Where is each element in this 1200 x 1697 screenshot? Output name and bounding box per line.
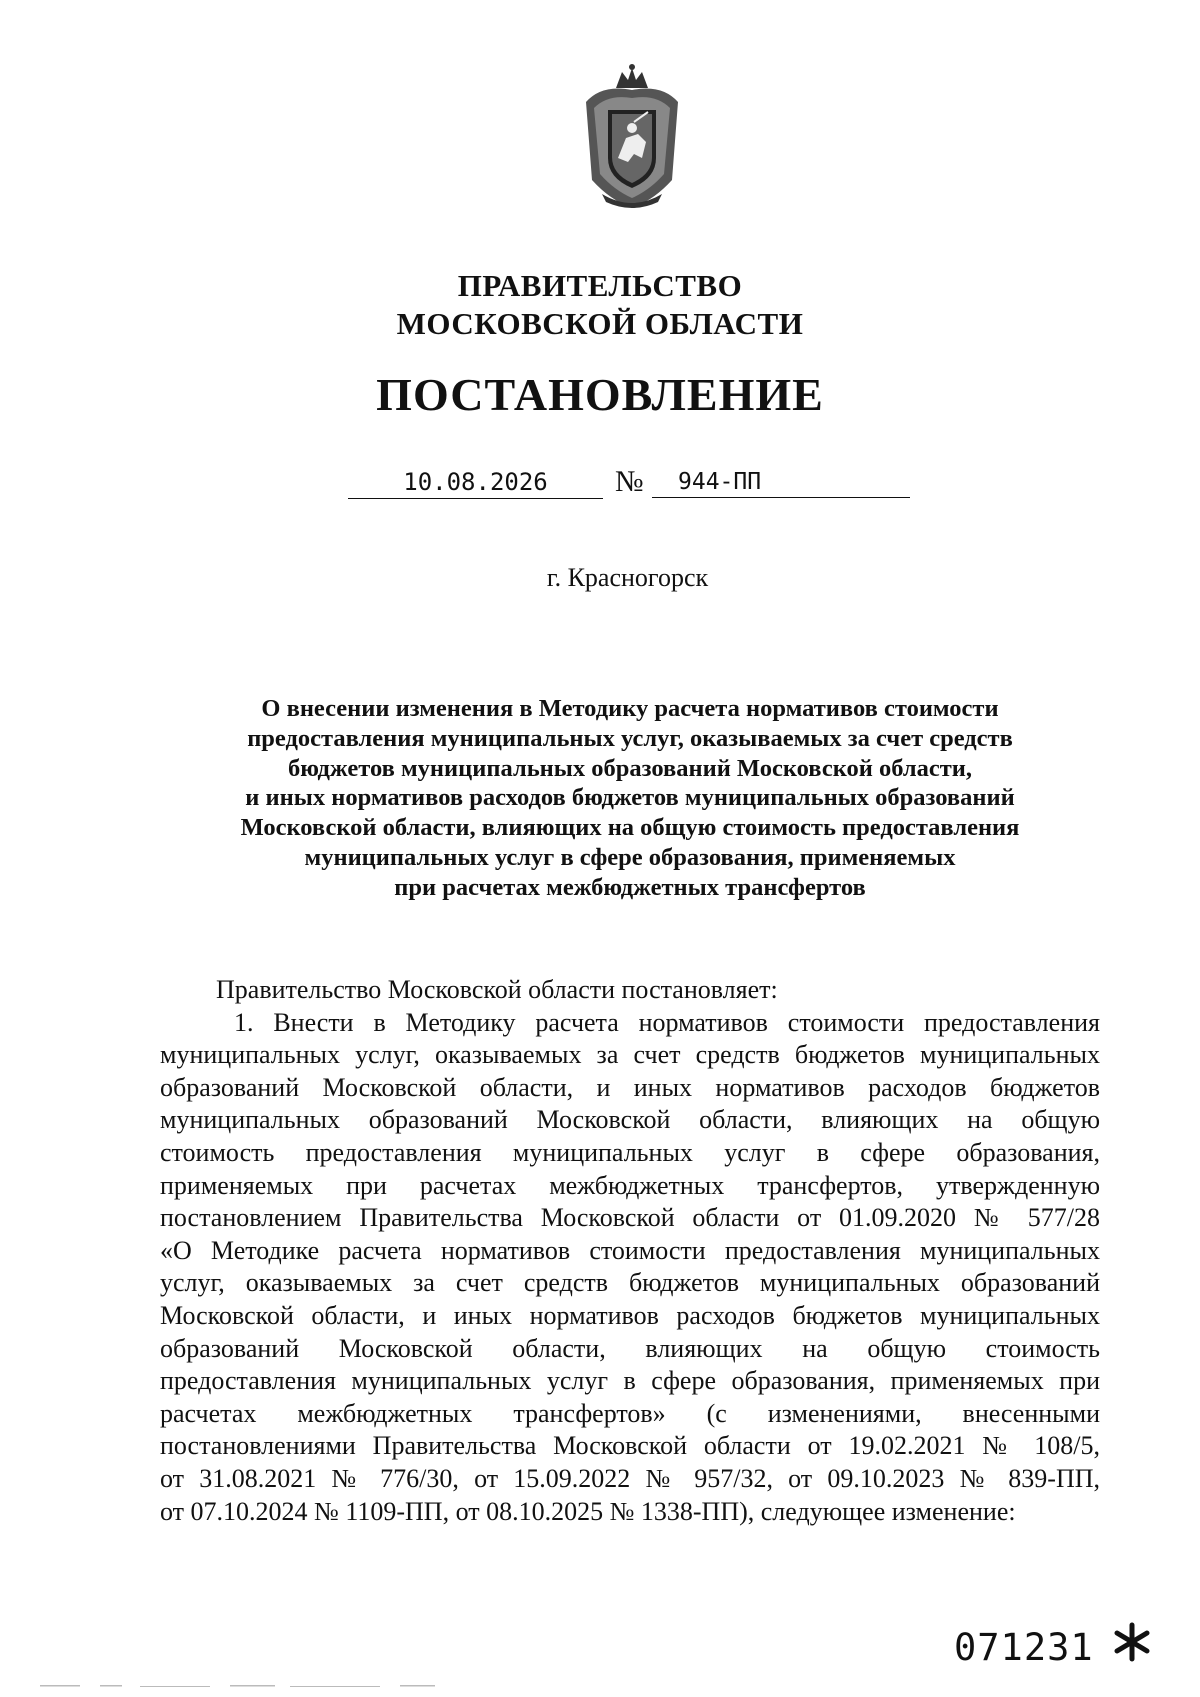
preamble-line: Правительство Московской области постановляет: (216, 975, 778, 1004)
subject-line: при расчетах межбюджетных трансфертов (394, 873, 866, 901)
asterisk-mark-icon (1110, 1620, 1154, 1664)
organization-name-line1: ПРАВИТЕЛЬСТВО (457, 268, 743, 303)
paragraph-line: стоимость предоставления муниципальных услуг в сфере образования, (160, 1137, 1100, 1167)
paragraph-line: услуг, оказываемых за счет средств бюджетов муниципальных образований (160, 1268, 1100, 1298)
paragraph-line: расчетах межбюджетных трансфертов» (с изменениями, внесенными (160, 1398, 1100, 1428)
paragraph-line: постановлениями Правительства Московской области от 19.02.2021 № 108/5, (160, 1431, 1100, 1461)
paragraph-line: образований Московской области, влияющих на общую стоимость (160, 1333, 1100, 1363)
paragraph-line: 1. Внести в Методику расчета нормативов стоимости предоставления (234, 1007, 1100, 1037)
city-of-issue: г. Красногорск (546, 563, 709, 592)
subject-line: О внесении изменения в Методику расчета нормативов стоимости (261, 695, 999, 722)
document-number: 944-ПП (652, 466, 910, 498)
scan-noise (40, 1676, 470, 1682)
registration-line (0, 466, 1200, 506)
organization-name-line2: МОСКОВСКОЙ ОБЛАСТИ (396, 306, 804, 341)
document-body (160, 974, 1100, 1528)
paragraph-line: предоставления муниципальных услуг в сфере образования, применяемых при (160, 1366, 1100, 1396)
coat-of-arms-icon (572, 62, 692, 212)
number-sign: № (615, 465, 644, 498)
paragraph-line: образований Московской области, и иных нормативов расходов бюджетов (160, 1072, 1100, 1102)
subject-line: и иных нормативов расходов бюджетов муниципальных образований (245, 784, 1015, 812)
serial-number: 071231 (954, 1626, 1094, 1669)
subject-line: Московской области, влияющих на общую стоимость предоставления (240, 814, 1020, 842)
paragraph-line: Московской области, и иных нормативов расходов бюджетов муниципальных (160, 1300, 1100, 1330)
paragraph-line: постановлением Правительства Московской области от 01.09.2020 № 577/28 (160, 1203, 1100, 1233)
paragraph-line: от 31.08.2021 № 776/30, от 15.09.2022 № 957/32, от 09.10.2023 № 839-ПП, (160, 1463, 1100, 1493)
subject-line: предоставления муниципальных услуг, оказываемых за счет средств (247, 724, 1013, 752)
document-type-title: ПОСТАНОВЛЕНИЕ (376, 369, 824, 420)
document-subject (160, 694, 1100, 903)
document-date: 10.08.2026 (348, 466, 603, 499)
paragraph-line: муниципальных образований Московской области, влияющих на общую (160, 1105, 1100, 1135)
paragraph-line: «О Методике расчета нормативов стоимости предоставления муниципальных (160, 1235, 1100, 1265)
subject-line: муниципальных услуг в сфере образования, применяемых (304, 843, 956, 871)
paragraph-line: применяемых при расчетах межбюджетных трансфертов, утвержденную (160, 1170, 1100, 1200)
paragraph-line: муниципальных услуг, оказываемых за счет средств бюджетов муниципальных (160, 1040, 1100, 1070)
subject-line: бюджетов муниципальных образований Московской области, (287, 754, 973, 782)
paragraph-line: от 07.10.2024 № 1109-ПП, от 08.10.2025 № 1338-ПП), следующее изменение: (160, 1496, 1016, 1526)
